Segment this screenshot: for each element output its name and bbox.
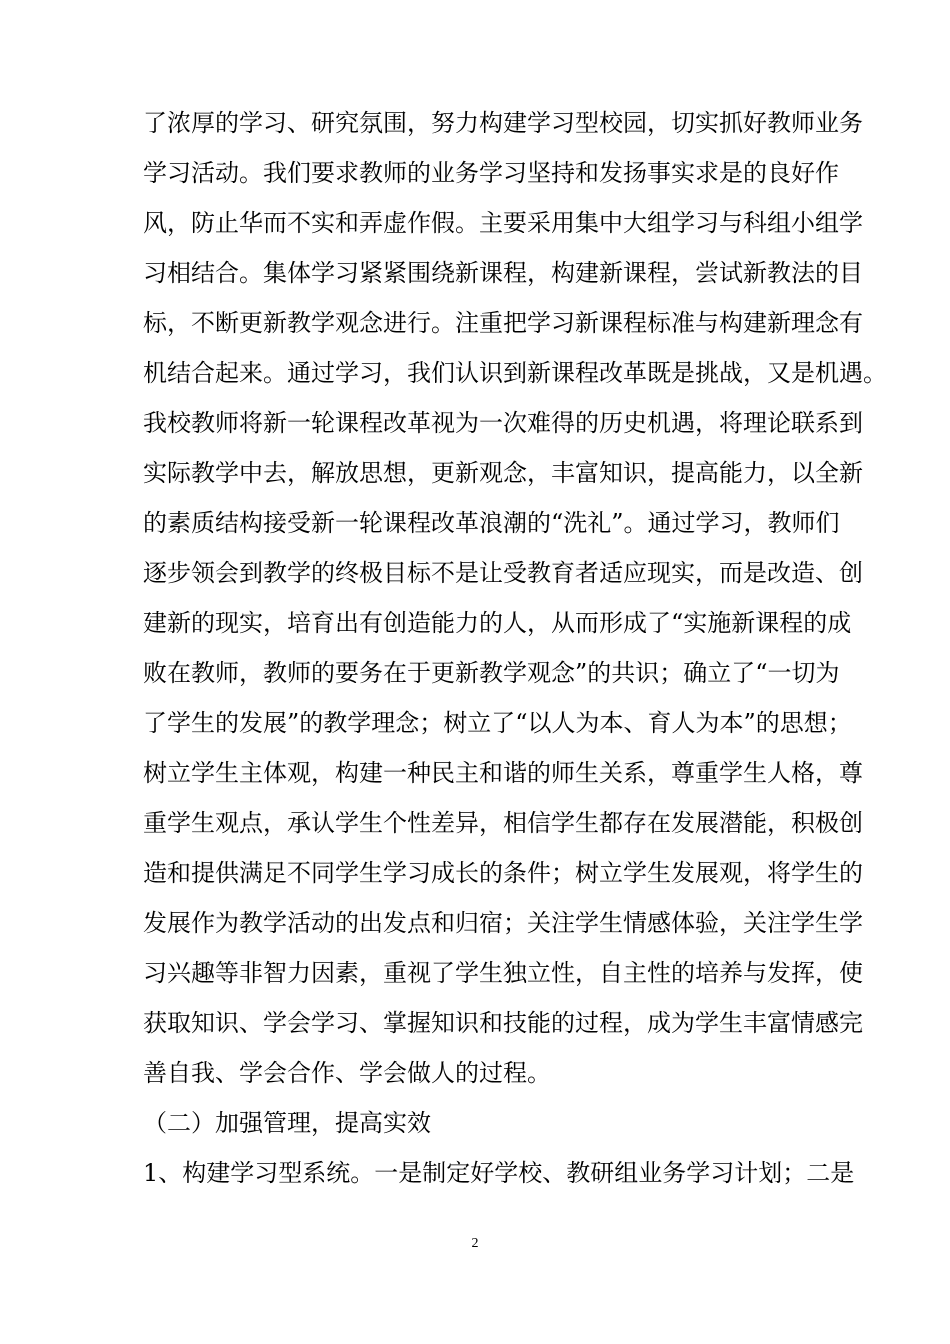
body-line-20: 善自我、学会合作、学会做人的过程。 (143, 1059, 551, 1087)
body-line-3: 风，防止华而不实和弄虚作假。主要采用集中大组学习与科组小组学 (143, 209, 863, 237)
body-line-1: 了浓厚的学习、研究氛围，努力构建学习型校园，切实抓好教师业务 (143, 109, 863, 137)
body-line-16: 造和提供满足不同学生学习成长的条件；树立学生发展观，将学生的 (143, 859, 863, 887)
body-line-15: 重学生观点，承认学生个性差异，相信学生都存在发展潜能，积极创 (143, 809, 863, 837)
body-line-17: 发展作为教学活动的出发点和归宿；关注学生情感体验，关注学生学 (143, 909, 863, 937)
body-line-14: 树立学生主体观，构建一种民主和谐的师生关系，尊重学生人格，尊 (143, 759, 863, 787)
body-line-7: 我校教师将新一轮课程改革视为一次难得的历史机遇，将理论联系到 (143, 409, 863, 437)
body-line-11: 建新的现实，培育出有创造能力的人，从而形成了“实施新课程的成 (143, 609, 852, 637)
body-line-12: 败在教师，教师的要务在于更新教学观念”的共识；确立了“一切为 (143, 659, 840, 687)
numbered-item: 1、构建学习型系统。一是制定好学校、教研组业务学习计划；二是 (143, 1159, 855, 1187)
body-line-10: 逐步领会到教学的终极目标不是让受教育者适应现实，而是改造、创 (143, 559, 863, 587)
body-line-19: 获取知识、学会学习、掌握知识和技能的过程，成为学生丰富情感完 (143, 1009, 863, 1037)
page-number: 2 (471, 1236, 479, 1251)
body-line-6: 机结合起来。通过学习，我们认识到新课程改革既是挑战，又是机遇。 (143, 359, 887, 387)
body-line-9: 的素质结构接受新一轮课程改革浪潮的“洗礼”。通过学习，教师们 (143, 509, 840, 537)
body-line-8: 实际教学中去，解放思想，更新观念，丰富知识，提高能力，以全新 (143, 459, 863, 487)
body-line-5: 标，不断更新教学观念进行。注重把学习新课程标准与构建新理念有 (143, 309, 863, 337)
section-heading: （二）加强管理，提高实效 (143, 1109, 431, 1137)
body-line-2: 学习活动。我们要求教师的业务学习坚持和发扬事实求是的良好作 (143, 159, 839, 187)
body-line-18: 习兴趣等非智力因素，重视了学生独立性，自主性的培养与发挥，使 (143, 959, 863, 987)
body-line-13: 了学生的发展”的教学理念；树立了“以人为本、育人为本”的思想； (143, 709, 852, 737)
body-line-4: 习相结合。集体学习紧紧围绕新课程，构建新课程，尝试新教法的目 (143, 259, 863, 287)
